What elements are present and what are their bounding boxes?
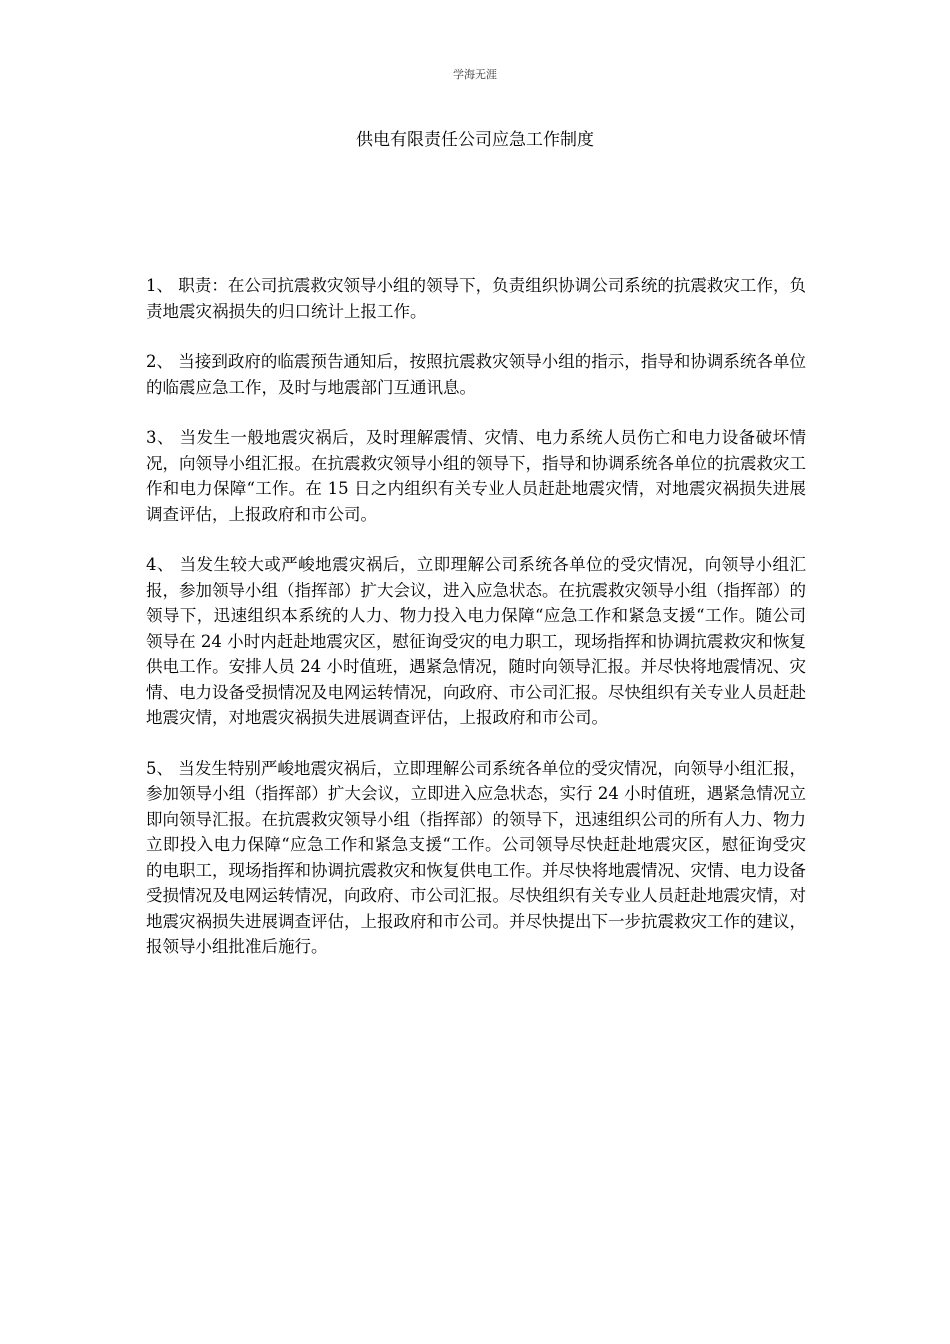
paragraph-4: 4、 当发生较大或严峻地震灾祸后，立即理解公司系统各单位的受灾情况，向领导小组汇报，参加领导小组（指挥部）扩大会议，进入应急状态。在抗震救灾领导小组（指挥部）的领导下，迅速组织本系统的人力、物力投入电力保障“应急工作和紧急支援“工作。随公司领导在 24 小时内赶赴地震灾区，慰征询受灾的电力职工，现场指挥和协调抗震救灾和恢复供电工作。安排人员 24 小时值班，遇紧急情况，随时向领导汇报。并尽快将地震情况、灾情、电力设备受损情况及电网运转情况，向政府、市公司汇报。尽快组织有关专业人员赶赴地震灾情，对地震灾祸损失进展调查评估，上报政府和市公司。	[146, 555, 806, 727]
paragraph-2: 2、 当接到政府的临震预告通知后，按照抗震救灾领导小组的指示，指导和协调系统各单位的临震应急工作，及时与地震部门互通讯息。	[146, 352, 806, 397]
paragraph-1: 1、 职责：在公司抗震救灾领导小组的领导下，负责组织协调公司系统的抗震救灾工作，负责地震灾祸损失的归口统计上报工作。	[146, 276, 806, 321]
page-header: 学海无涯	[453, 68, 497, 81]
document-body	[146, 273, 806, 985]
paragraph-3: 3、 当发生一般地震灾祸后，及时理解震情、灾情、电力系统人员伤亡和电力设备破坏情况，向领导小组汇报。在抗震救灾领导小组的领导下，指导和协调系统各单位的抗震救灾工作和电力保障“工作。在 15 日之内组织有关专业人员赶赴地震灾情，对地震灾祸损失进展调查评估，上报政府和市公司。	[146, 428, 806, 524]
document-title: 供电有限责任公司应急工作制度	[356, 130, 594, 150]
paragraph-5: 5、 当发生特别严峻地震灾祸后，立即理解公司系统各单位的受灾情况，向领导小组汇报，参加领导小组（指挥部）扩大会议，立即进入应急状态，实行 24 小时值班，遇紧急情况立即向领导汇报。在抗震救灾领导小组（指挥部）的领导下，迅速组织公司的所有人力、物力立即投入电力保障“应急工作和紧急支援“工作。公司领导尽快赶赴地震灾区，慰征询受灾的电职工，现场指挥和协调抗震救灾和恢复供电工作。并尽快将地震情况、灾情、电力设备受损情况及电网运转情况，向政府、市公司汇报。尽快组织有关专业人员赶赴地震灾情，对地震灾祸损失进展调查评估，上报政府和市公司。并尽快提出下一步抗震救灾工作的建议，报领导小组批准后施行。	[146, 758, 806, 956]
